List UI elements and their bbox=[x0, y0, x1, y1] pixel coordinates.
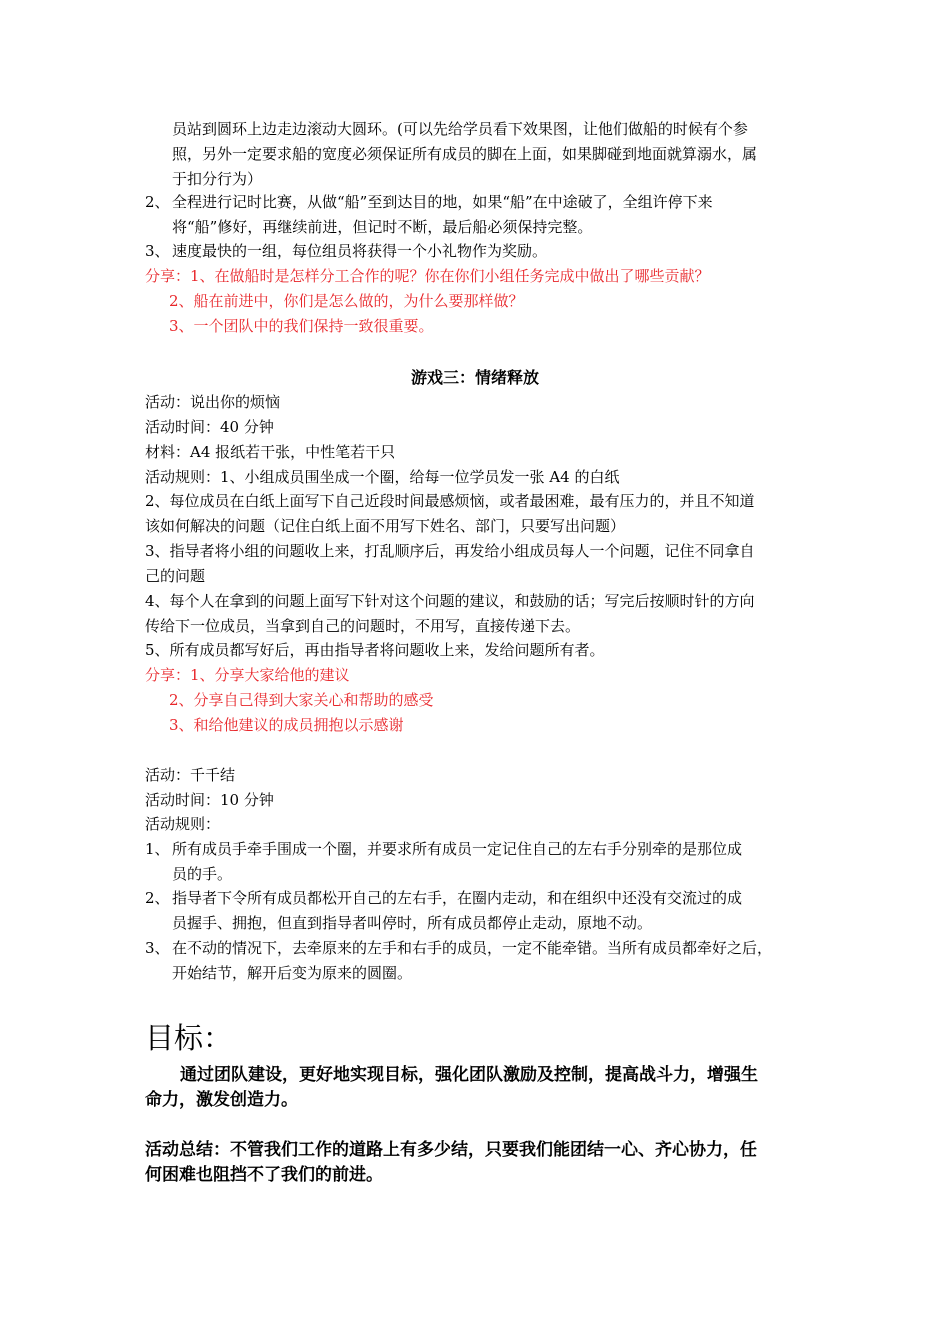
list-item-text: 开始结节，解开后变为原来的圆圈。 bbox=[172, 964, 413, 982]
body-text: 活动：千千结 bbox=[145, 766, 236, 784]
body-text: 活动时间：10 分钟 bbox=[145, 791, 274, 809]
list-number: 1、 bbox=[145, 840, 170, 858]
body-text: 4、每个人在拿到的问题上面写下针对这个问题的建议，和鼓励的话；写完后按顺时针的方向 bbox=[145, 592, 755, 610]
body-text: 5、所有成员都写好后，再由指导者将问题收上来，发给问题所有者。 bbox=[145, 641, 605, 659]
share-text: 分享：1、分享大家给他的建议 bbox=[145, 666, 350, 684]
body-text: 该如何解决的问题（记住白纸上面不用写下姓名、部门，只要写出问题） bbox=[145, 517, 626, 535]
summary-text: 活动总结：不管我们工作的道路上有多少结，只要我们能团结一心、齐心协力，任 bbox=[145, 1140, 757, 1160]
list-item-text: 速度最快的一组，每位组员将获得一个小礼物作为奖励。 bbox=[172, 242, 548, 260]
list-item-text: 员的手。 bbox=[172, 865, 233, 883]
list-number: 3、 bbox=[145, 242, 170, 260]
list-item-text: 员握手、拥抱，但直到指导者叫停时，所有成员都停止走动，原地不动。 bbox=[172, 914, 653, 932]
list-number: 2、 bbox=[145, 889, 170, 907]
share-text: 3、一个团队中的我们保持一致很重要。 bbox=[169, 317, 434, 335]
body-text: 员站到圆环上边走边滚动大圆环。(可以先给学员看下效果图，让他们做船的时候有个参 bbox=[172, 120, 748, 138]
body-text: 传给下一位成员，当拿到自己的问题时，不用写，直接传递下去。 bbox=[145, 617, 581, 635]
body-text: 活动：说出你的烦恼 bbox=[145, 393, 281, 411]
list-item-text: 所有成员手牵手围成一个圈，并要求所有成员一定记住自己的左右手分别牵的是那位成 bbox=[172, 840, 743, 858]
share-text: 2、分享自己得到大家关心和帮助的感受 bbox=[169, 691, 434, 709]
list-item-text: 将“船”修好，再继续前进，但记时不断，最后船必须保持完整。 bbox=[172, 218, 593, 236]
goal-text: 通过团队建设，更好地实现目标，强化团队激励及控制，提高战斗力，增强生 bbox=[180, 1065, 758, 1085]
goal-heading: 目标： bbox=[145, 1021, 233, 1055]
body-text: 材料：A4 报纸若干张，中性笔若干只 bbox=[145, 443, 396, 461]
body-text: 活动时间：40 分钟 bbox=[145, 418, 274, 436]
list-item-text: 指导者下令所有成员都松开自己的左右手，在圈内走动，和在组织中还没有交流过的成 bbox=[172, 889, 743, 907]
share-text: 2、船在前进中，你们是怎么做的，为什么要那样做？ bbox=[169, 292, 524, 310]
list-item-text: 在不动的情况下，去牵原来的左手和右手的成员，一定不能牵错。当所有成员都牵好之后， bbox=[172, 939, 773, 957]
section-title: 游戏三：情绪释放 bbox=[410, 368, 539, 387]
body-text: 活动规则： bbox=[145, 815, 221, 833]
body-text: 照，另外一定要求船的宽度必须保证所有成员的脚在上面，如果脚碰到地面就算溺水，属 bbox=[172, 145, 758, 163]
list-number: 2、 bbox=[145, 193, 170, 211]
list-item-text: 全程进行记时比赛，从做“船”至到达目的地，如果“船”在中途破了，全组许停下来 bbox=[172, 193, 713, 211]
body-text: 3、指导者将小组的问题收上来，打乱顺序后，再发给小组成员每人一个问题，记住不同拿自 bbox=[145, 542, 755, 560]
body-text: 于扣分行为） bbox=[172, 170, 263, 188]
body-text: 己的问题 bbox=[145, 567, 206, 585]
body-text: 活动规则：1、小组成员围坐成一个圈，给每一位学员发一张 A4 的白纸 bbox=[145, 468, 620, 486]
list-number: 3、 bbox=[145, 939, 170, 957]
goal-text: 命力，激发创造力。 bbox=[145, 1090, 298, 1110]
share-text: 3、和给他建议的成员拥抱以示感谢 bbox=[169, 716, 404, 734]
summary-text: 何困难也阻挡不了我们的前进。 bbox=[145, 1165, 383, 1185]
body-text: 2、每位成员在白纸上面写下自己近段时间最感烦恼，或者最困难，最有压力的，并且不知道 bbox=[145, 492, 755, 510]
share-text: 分享：1、在做船时是怎样分工合作的呢？你在你们小组任务完成中做出了哪些贡献？ bbox=[145, 267, 710, 285]
